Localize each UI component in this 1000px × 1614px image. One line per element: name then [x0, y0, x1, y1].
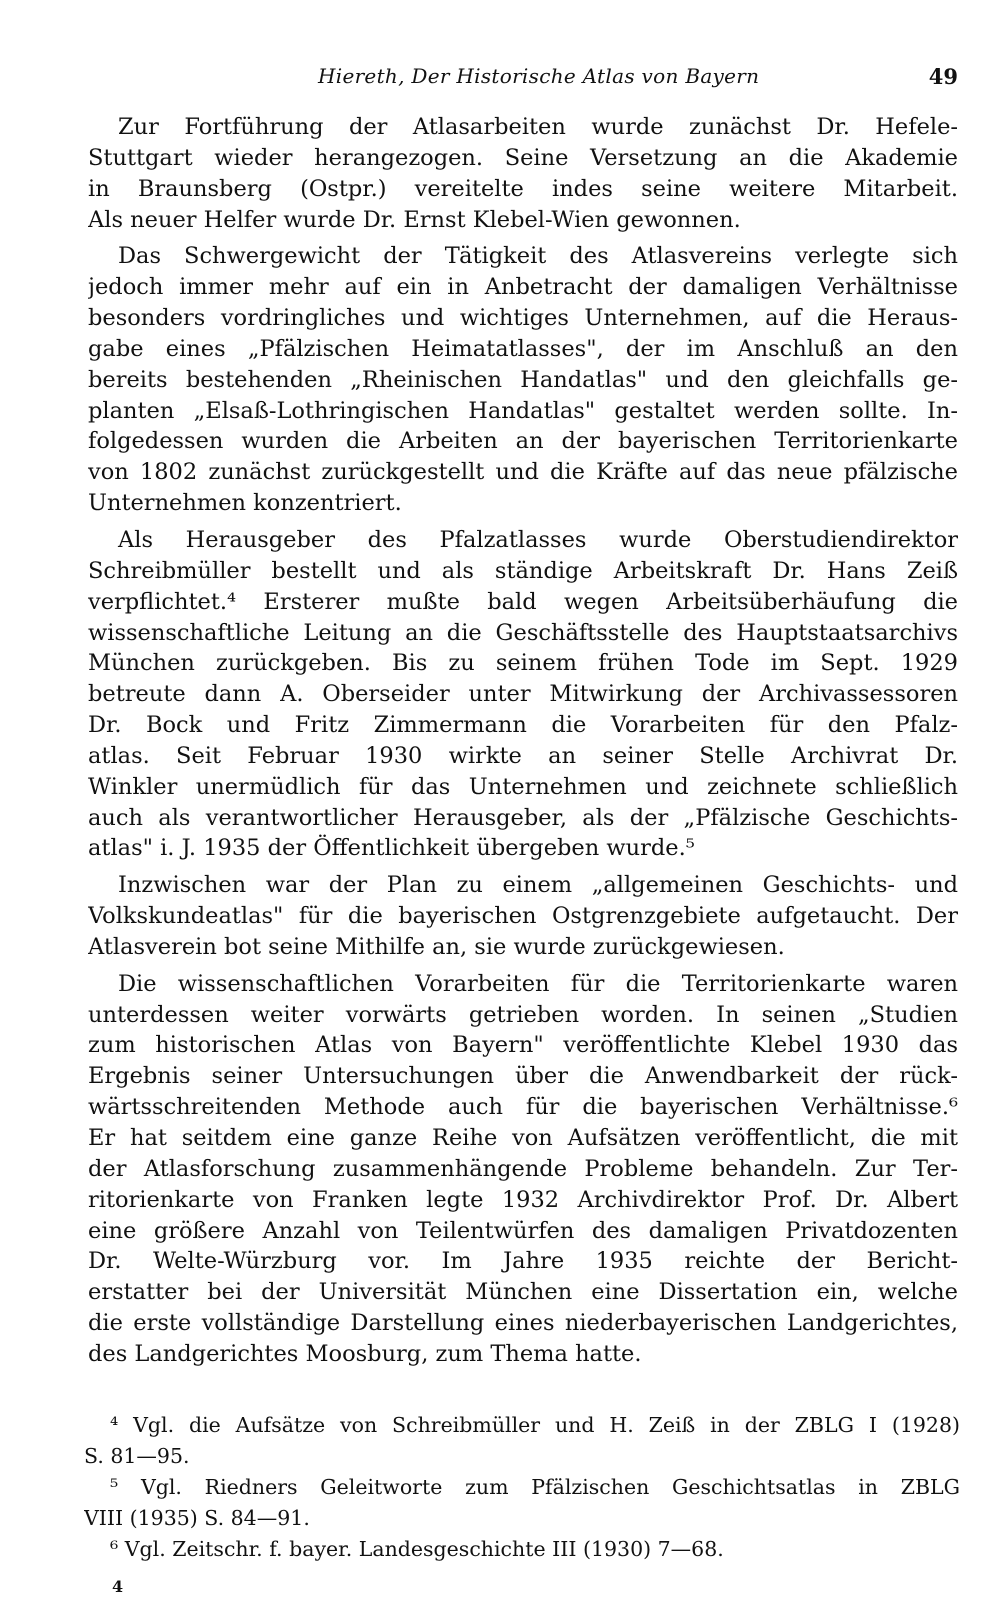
- text-line: verpflichtet.⁴ Ersterer mußte bald wegen Arbeitsüberhäufung die: [88, 588, 958, 615]
- text-line: planten „Elsaß-Lothringischen Handatlas" gestaltet werden sollte. In-: [88, 397, 958, 424]
- text-line: erstatter bei der Universität München eine Dissertation ein, welche: [88, 1279, 958, 1306]
- text-line: Inzwischen war der Plan zu einem „allgemeinen Geschichts- und: [118, 872, 958, 899]
- text-line: atlas" i. J. 1935 der Öffentlichkeit übergeben wurde.⁵: [88, 835, 695, 862]
- text-line: besonders vordringliches und wichtiges Unternehmen, auf die Heraus-: [88, 305, 958, 332]
- text-line: in Braunsberg (Ostpr.) vereitelte indes seine weitere Mitarbeit.: [88, 175, 958, 202]
- paragraph: [88, 112, 958, 235]
- text-line: unterdessen weiter vorwärts getrieben worden. In seinen „Studien: [88, 1001, 958, 1028]
- text-line: Winkler unermüdlich für das Unternehmen und zeichnete schließlich: [88, 773, 958, 800]
- text-line: Ergebnis seiner Untersuchungen über die Anwendbarkeit der rück-: [88, 1063, 958, 1090]
- text-line: Dr. Bock und Fritz Zimmermann die Vorarbeiten für den Pfalz-: [88, 712, 958, 739]
- text-line: Dr. Welte-Würzburg vor. Im Jahre 1935 reichte der Bericht-: [88, 1248, 958, 1275]
- signature-mark: 4: [112, 1577, 124, 1596]
- text-line: München zurückgeben. Bis zu seinem frühen Tode im Sept. 1929: [88, 650, 958, 677]
- text-line: wärtsschreitenden Methode auch für die bayerischen Verhältnisse.⁶: [88, 1094, 958, 1121]
- footnote-5: ⁵ Vgl. Riedners Geleitworte zum Pfälzischen Geschichtsatlas in ZBLG: [110, 1475, 960, 1499]
- footnote-4: ⁴ Vgl. die Aufsätze von Schreibmüller und H. Zeiß in der ZBLG I (1928): [110, 1413, 960, 1437]
- running-title: Hiereth, Der Historische Atlas von Bayern: [318, 64, 760, 88]
- text-line: Das Schwergewicht der Tätigkeit des Atlasvereins verlegte sich: [118, 243, 958, 270]
- footnote-5-continuation: VIII (1935) S. 84—91.: [84, 1506, 310, 1530]
- paragraph: [88, 241, 958, 519]
- text-line: gabe eines „Pfälzischen Heimatatlasses", der im Anschluß an den: [88, 335, 958, 362]
- text-line: Die wissenschaftlichen Vorarbeiten für die Territorienkarte waren: [118, 970, 958, 997]
- text-line: folgedessen wurden die Arbeiten an der bayerischen Territorienkarte: [88, 428, 958, 455]
- text-line: Als Herausgeber des Pfalzatlasses wurde Oberstudiendirektor: [118, 526, 958, 553]
- text-line: von 1802 zunächst zurückgestellt und die Kräfte auf das neue pfälzische: [88, 459, 958, 486]
- text-line: Stuttgart wieder herangezogen. Seine Versetzung an die Akademie: [88, 144, 958, 171]
- text-line: eine größere Anzahl von Teilentwürfen des damaligen Privatdozenten: [88, 1217, 958, 1244]
- footnotes: [84, 1410, 960, 1565]
- text-line: Als neuer Helfer wurde Dr. Ernst Klebel-Wien gewonnen.: [88, 206, 741, 233]
- text-line: der Atlasforschung zusammenhängende Probleme behandeln. Zur Ter-: [88, 1155, 958, 1182]
- text-line: zum historischen Atlas von Bayern" veröffentlichte Klebel 1930 das: [88, 1032, 958, 1059]
- text-line: jedoch immer mehr auf ein in Anbetracht der damaligen Verhältnisse: [88, 274, 958, 301]
- text-line: bereits bestehenden „Rheinischen Handatlas" und den gleichfalls ge-: [88, 366, 958, 393]
- text-line: auch als verantwortlicher Herausgeber, als der „Pfälzische Geschichts-: [88, 804, 958, 831]
- text-line: ritorienkarte von Franken legte 1932 Archivdirektor Prof. Dr. Albert: [88, 1186, 958, 1213]
- text-line: Zur Fortführung der Atlasarbeiten wurde zunächst Dr. Hefele-: [118, 114, 958, 140]
- text-line: Atlasverein bot seine Mithilfe an, sie wurde zurückgewiesen.: [88, 933, 785, 960]
- text-line: Schreibmüller bestellt und als ständige Arbeitskraft Dr. Hans Zeiß: [88, 557, 958, 584]
- text-line: Volkskundeatlas" für die bayerischen Ostgrenzgebiete aufgetaucht. Der: [88, 903, 958, 930]
- paragraph: [88, 525, 958, 864]
- footnote-6: ⁶ Vgl. Zeitschr. f. bayer. Landesgeschichte III (1930) 7—68.: [110, 1537, 724, 1561]
- paragraph: [88, 870, 958, 963]
- text-line: wissenschaftliche Leitung an die Geschäftsstelle des Hauptstaatsarchivs: [88, 619, 958, 646]
- body-text: [88, 112, 958, 1376]
- running-head: [88, 60, 958, 96]
- text-line: des Landgerichtes Moosburg, zum Thema hatte.: [88, 1340, 642, 1367]
- text-line: Er hat seitdem eine ganze Reihe von Aufsätzen veröffentlicht, die mit: [88, 1125, 958, 1151]
- paragraph: [88, 969, 958, 1370]
- text-line: die erste vollständige Darstellung eines niederbayerischen Landgerichtes,: [88, 1310, 958, 1337]
- page-number: 49: [928, 64, 958, 89]
- text-line: atlas. Seit Februar 1930 wirkte an seiner Stelle Archivrat Dr.: [88, 742, 958, 769]
- text-line: betreute dann A. Oberseider unter Mitwirkung der Archivassessoren: [88, 681, 958, 708]
- text-line: Unternehmen konzentriert.: [88, 490, 402, 517]
- footnote-4-continuation: S. 81—95.: [84, 1444, 190, 1468]
